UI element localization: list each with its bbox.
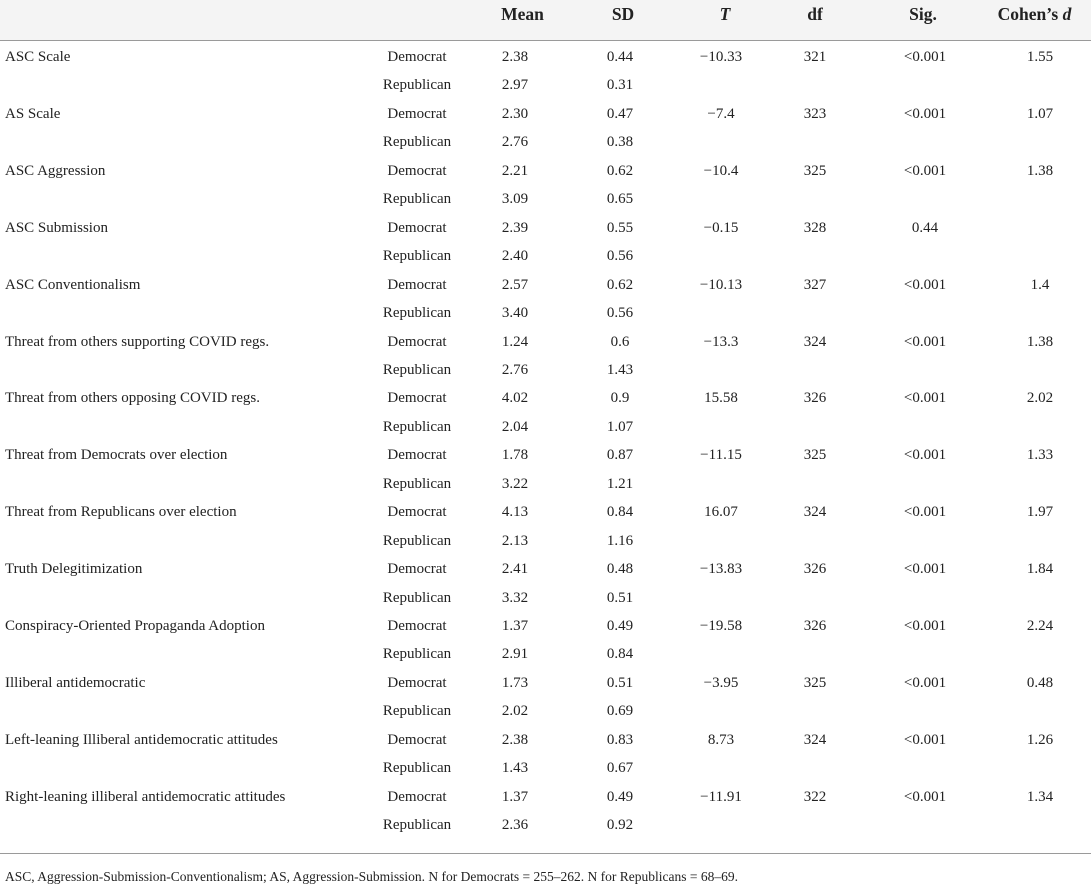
table-row xyxy=(0,274,1091,303)
sd-cell: 0.83 xyxy=(606,731,634,748)
mean-cell: 2.40 xyxy=(501,248,529,265)
sd-cell: 0.62 xyxy=(606,162,634,179)
mean-cell: 2.41 xyxy=(501,561,529,578)
sig-cell: <0.001 xyxy=(903,333,947,350)
sd-cell: 0.69 xyxy=(606,703,634,720)
sig-cell: <0.001 xyxy=(903,447,947,464)
party-cell: Republican xyxy=(382,760,452,777)
sd-cell: 0.49 xyxy=(606,788,634,805)
party-cell: Republican xyxy=(382,134,452,151)
table-row xyxy=(0,302,1091,331)
table-row xyxy=(0,672,1091,701)
table-row xyxy=(0,245,1091,274)
header-cohens-d-symbol: d xyxy=(1062,4,1072,24)
sig-cell: <0.001 xyxy=(903,390,947,407)
sd-cell: 0.38 xyxy=(606,134,634,151)
df-cell: 321 xyxy=(803,49,827,65)
party-cell: Democrat xyxy=(387,504,447,521)
table-row xyxy=(0,46,1091,75)
df-cell: 325 xyxy=(803,162,827,179)
party-cell: Democrat xyxy=(387,333,447,350)
row-label: AS Scale xyxy=(5,105,61,122)
party-cell: Republican xyxy=(382,77,452,94)
row-label: Threat from Republicans over election xyxy=(5,504,237,521)
table-row xyxy=(0,501,1091,530)
sd-cell: 1.07 xyxy=(606,418,634,435)
header-sd: SD xyxy=(611,4,635,24)
t-cell: −10.4 xyxy=(703,162,739,179)
table-row xyxy=(0,587,1091,616)
sig-cell: <0.001 xyxy=(903,105,947,122)
mean-cell: 3.32 xyxy=(501,589,529,606)
table-row xyxy=(0,74,1091,103)
t-cell: −0.15 xyxy=(703,219,739,236)
t-cell: −13.3 xyxy=(703,333,739,350)
sig-cell: <0.001 xyxy=(903,504,947,521)
t-cell: 16.07 xyxy=(704,504,738,521)
sd-cell: 0.87 xyxy=(606,447,634,464)
party-cell: Democrat xyxy=(387,731,447,748)
sig-cell: <0.001 xyxy=(903,276,947,293)
df-cell: 324 xyxy=(803,504,827,521)
party-cell: Republican xyxy=(382,646,452,663)
party-cell: Democrat xyxy=(387,788,447,805)
mean-cell: 2.13 xyxy=(501,532,529,549)
sd-cell: 0.44 xyxy=(606,49,634,65)
mean-cell: 4.02 xyxy=(501,390,529,407)
sd-cell: 0.6 xyxy=(610,333,630,350)
cohens-d-cell: 1.38 xyxy=(1026,162,1054,179)
df-cell: 323 xyxy=(803,105,827,122)
party-cell: Republican xyxy=(382,248,452,265)
t-cell: −11.15 xyxy=(700,447,742,464)
header-t: T xyxy=(719,4,731,24)
mean-cell: 2.76 xyxy=(501,134,529,151)
table-row xyxy=(0,444,1091,473)
row-label: Threat from Democrats over election xyxy=(5,447,228,464)
mean-cell: 1.43 xyxy=(501,760,529,777)
party-cell: Republican xyxy=(382,532,452,549)
sd-cell: 0.65 xyxy=(606,191,634,208)
row-label: Conspiracy-Oriented Propaganda Adoption xyxy=(5,618,265,634)
header-df: df xyxy=(807,4,823,24)
table-row xyxy=(0,615,1091,644)
party-cell: Democrat xyxy=(387,49,447,65)
t-cell: −10.13 xyxy=(699,276,743,293)
cohens-d-cell: 1.38 xyxy=(1026,333,1054,350)
sig-cell: 0.44 xyxy=(911,219,939,236)
mean-cell: 1.37 xyxy=(501,788,529,805)
sd-cell: 0.62 xyxy=(606,276,634,293)
sig-cell: <0.001 xyxy=(903,49,947,65)
row-label: ASC Conventionalism xyxy=(5,276,141,293)
t-cell: −19.58 xyxy=(699,618,743,634)
mean-cell: 3.09 xyxy=(501,191,529,208)
sd-cell: 0.55 xyxy=(606,219,634,236)
cohens-d-cell: 1.97 xyxy=(1026,504,1054,521)
sd-cell: 1.16 xyxy=(606,532,634,549)
party-cell: Republican xyxy=(382,589,452,606)
party-cell: Republican xyxy=(382,475,452,492)
header-cohens-prefix: Cohen’s xyxy=(997,4,1063,24)
sig-cell: <0.001 xyxy=(903,731,947,748)
t-cell: −3.95 xyxy=(703,674,739,691)
table-row xyxy=(0,530,1091,559)
party-cell: Republican xyxy=(382,418,452,435)
df-cell: 325 xyxy=(803,447,827,464)
df-cell: 326 xyxy=(803,390,827,407)
table-row xyxy=(0,786,1091,815)
party-cell: Democrat xyxy=(387,618,447,634)
header-cohens-d xyxy=(982,4,1087,25)
cohens-d-cell: 1.55 xyxy=(1026,49,1054,65)
table-row xyxy=(0,558,1091,587)
table-row xyxy=(0,217,1091,246)
party-cell: Democrat xyxy=(387,447,447,464)
row-label: Truth Delegitimization xyxy=(5,561,143,578)
party-cell: Republican xyxy=(382,361,452,378)
mean-cell: 2.36 xyxy=(501,817,529,834)
sig-cell: <0.001 xyxy=(903,162,947,179)
sd-cell: 0.67 xyxy=(606,760,634,777)
mean-cell: 1.24 xyxy=(501,333,529,350)
sig-cell: <0.001 xyxy=(903,618,947,634)
df-cell: 322 xyxy=(803,788,827,805)
mean-cell: 2.76 xyxy=(501,361,529,378)
header-mean: Mean xyxy=(501,4,544,24)
mean-cell: 2.91 xyxy=(501,646,529,663)
mean-cell: 1.37 xyxy=(501,618,529,634)
party-cell: Republican xyxy=(382,305,452,322)
table-row xyxy=(0,359,1091,388)
row-label: Left-leaning Illiberal antidemocratic attitudes xyxy=(5,731,278,748)
party-cell: Republican xyxy=(382,703,452,720)
sd-cell: 0.47 xyxy=(606,105,634,122)
cohens-d-cell: 1.33 xyxy=(1026,447,1054,464)
t-cell: 15.58 xyxy=(704,390,738,407)
table-row xyxy=(0,814,1091,843)
t-cell: 8.73 xyxy=(707,731,735,748)
mean-cell: 2.38 xyxy=(501,49,529,65)
sig-cell: <0.001 xyxy=(903,674,947,691)
mean-cell: 2.39 xyxy=(501,219,529,236)
cohens-d-cell: 1.07 xyxy=(1026,105,1054,122)
df-cell: 326 xyxy=(803,618,827,634)
mean-cell: 4.13 xyxy=(501,504,529,521)
sd-cell: 0.56 xyxy=(606,248,634,265)
header-sig: Sig. xyxy=(909,4,937,24)
sd-cell: 0.84 xyxy=(606,646,634,663)
sd-cell: 0.48 xyxy=(606,561,634,578)
sd-cell: 1.21 xyxy=(606,475,634,492)
row-label: ASC Submission xyxy=(5,219,108,236)
df-cell: 325 xyxy=(803,674,827,691)
mean-cell: 2.04 xyxy=(501,418,529,435)
cohens-d-cell: 1.84 xyxy=(1026,561,1054,578)
party-cell: Democrat xyxy=(387,219,447,236)
table-row xyxy=(0,160,1091,189)
party-cell: Democrat xyxy=(387,561,447,578)
sig-cell: <0.001 xyxy=(903,788,947,805)
sd-cell: 0.51 xyxy=(606,674,634,691)
mean-cell: 3.40 xyxy=(501,305,529,322)
sd-cell: 0.84 xyxy=(606,504,634,521)
row-label: Threat from others opposing COVID regs. xyxy=(5,390,260,407)
df-cell: 326 xyxy=(803,561,827,578)
sig-cell: <0.001 xyxy=(903,561,947,578)
cohens-d-cell: 0.48 xyxy=(1026,674,1054,691)
party-cell: Democrat xyxy=(387,105,447,122)
table-header xyxy=(0,0,1091,41)
table-row xyxy=(0,473,1091,502)
df-cell: 324 xyxy=(803,333,827,350)
table-row xyxy=(0,103,1091,132)
party-cell: Republican xyxy=(382,191,452,208)
table-row xyxy=(0,729,1091,758)
sd-cell: 0.51 xyxy=(606,589,634,606)
df-cell: 327 xyxy=(803,276,827,293)
df-cell: 328 xyxy=(803,219,827,236)
sd-cell: 0.31 xyxy=(606,77,634,94)
table-row xyxy=(0,757,1091,786)
t-cell: −7.4 xyxy=(707,105,735,122)
row-label: Illiberal antidemocratic xyxy=(5,674,146,691)
cohens-d-cell: 2.24 xyxy=(1026,618,1054,634)
mean-cell: 2.57 xyxy=(501,276,529,293)
party-cell: Democrat xyxy=(387,276,447,293)
party-cell: Republican xyxy=(382,817,452,834)
mean-cell: 2.38 xyxy=(501,731,529,748)
mean-cell: 3.22 xyxy=(501,475,529,492)
df-cell: 324 xyxy=(803,731,827,748)
sd-cell: 1.43 xyxy=(606,361,634,378)
table-row xyxy=(0,331,1091,360)
party-cell: Democrat xyxy=(387,390,447,407)
row-label: Threat from others supporting COVID regs. xyxy=(5,333,270,350)
mean-cell: 1.78 xyxy=(501,447,529,464)
t-cell: −11.91 xyxy=(700,788,742,805)
t-cell: −10.33 xyxy=(699,49,743,65)
table-row xyxy=(0,416,1091,445)
table-row xyxy=(0,700,1091,729)
t-cell: −13.83 xyxy=(699,561,743,578)
cohens-d-cell: 2.02 xyxy=(1026,390,1054,407)
sd-cell: 0.9 xyxy=(610,390,630,407)
table-row xyxy=(0,643,1091,672)
table-footnote: ASC, Aggression-Submission-Conventionalism; AS, Aggression-Submission. N for Democrats = 255–262. N for Republicans = 68–69. xyxy=(5,869,738,884)
mean-cell: 2.21 xyxy=(501,162,529,179)
cohens-d-cell: 1.26 xyxy=(1026,731,1054,748)
cohens-d-cell: 1.4 xyxy=(1030,276,1050,293)
row-label: ASC Scale xyxy=(5,49,71,65)
table-row xyxy=(0,188,1091,217)
sd-cell: 0.92 xyxy=(606,817,634,834)
row-label: Right-leaning illiberal antidemocratic attitudes xyxy=(5,788,286,805)
sd-cell: 0.56 xyxy=(606,305,634,322)
table-row xyxy=(0,131,1091,160)
cohens-d-cell: 1.34 xyxy=(1026,788,1054,805)
party-cell: Democrat xyxy=(387,674,447,691)
mean-cell: 2.97 xyxy=(501,77,529,94)
row-label: ASC Aggression xyxy=(5,162,106,179)
mean-cell: 2.30 xyxy=(501,105,529,122)
mean-cell: 1.73 xyxy=(501,674,529,691)
sd-cell: 0.49 xyxy=(606,618,634,634)
mean-cell: 2.02 xyxy=(501,703,529,720)
table-row xyxy=(0,387,1091,416)
party-cell: Democrat xyxy=(387,162,447,179)
table-bottom-rule xyxy=(0,853,1091,854)
